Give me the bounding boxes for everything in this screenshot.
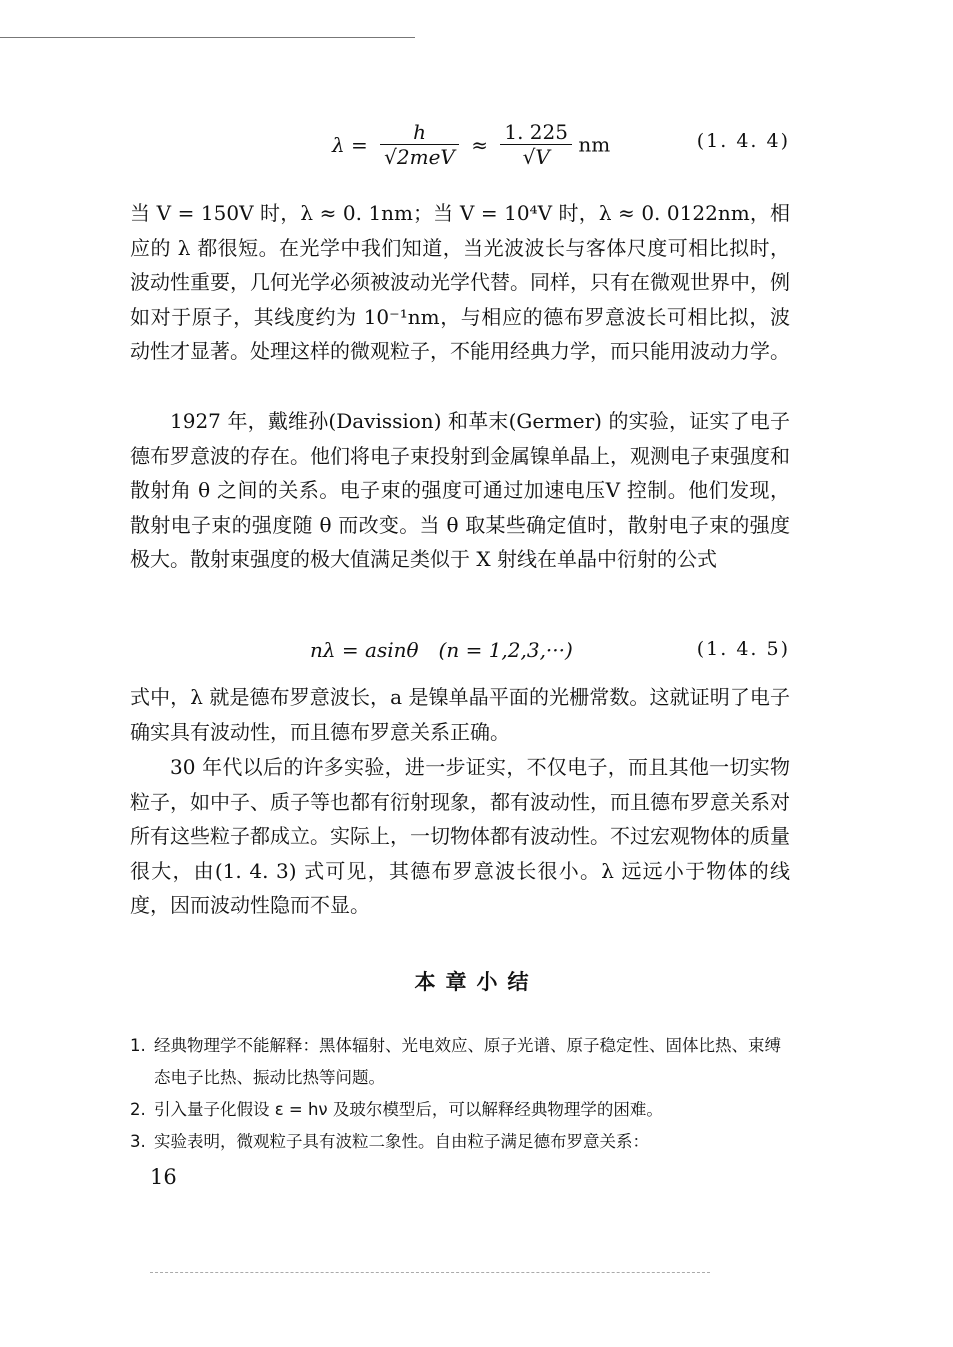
paragraph-4: 30 年代以后的许多实验，进一步证实，不仅电子，而且其他一切实物粒子，如中子、质子等也都有衍射现象，都有波动性，而且德布罗意关系对所有这些粒子都成立。实际上，一切物体都有波动性。不过宏观物体的质量很大，由(1. 4. 3) 式可见，其德布罗意波长很小。λ 远远小于物体的线度，因而波动性隐而不显。 bbox=[130, 755, 790, 918]
summary-item-text: 实验表明，微观粒子具有波粒二象性。自由粒子满足德布罗意关系： bbox=[154, 1132, 649, 1151]
equation-1-4-4-body bbox=[326, 120, 611, 169]
summary-item bbox=[130, 1094, 795, 1126]
section-heading: 本章小结 bbox=[414, 970, 539, 994]
summary-item bbox=[130, 1030, 795, 1094]
page-number: 16 bbox=[150, 1165, 177, 1189]
summary-item bbox=[130, 1126, 795, 1158]
equation-number: (1. 4. 5) bbox=[696, 638, 790, 660]
summary-list bbox=[130, 1030, 795, 1158]
equation-unit: nm bbox=[578, 132, 611, 157]
equation-1-4-5-body: nλ = asinθ (n = 1,2,3,···) bbox=[310, 638, 573, 662]
equation-lhs: λ = bbox=[332, 132, 368, 157]
approx-sign: ≈ bbox=[471, 132, 488, 157]
equation-number: (1. 4. 4) bbox=[696, 130, 790, 152]
summary-item-number: 1. bbox=[130, 1036, 146, 1055]
fraction-denominator: √V bbox=[522, 145, 550, 169]
summary-item-number: 2. bbox=[130, 1100, 146, 1119]
summary-item-text: 经典物理学不能解释：黑体辐射、光电效应、原子光谱、原子稳定性、固体比热、束缚态电子比热、振动比热等问题。 bbox=[154, 1036, 781, 1087]
fraction-denominator: √2meV bbox=[384, 145, 455, 169]
summary-item-number: 3. bbox=[130, 1132, 146, 1151]
equation-1-4-5 bbox=[130, 628, 790, 672]
paragraph-1: 当 V = 150V 时，λ ≈ 0. 1nm；当 V = 10⁴V 时，λ ≈ 0. 0122nm，相应的 λ 都很短。在光学中我们知道，当光波波长与客体尺度可相比拟时，波动性重要，几何光学必须被波动光学代替。同样，只有在微观世界中，例如对于原子，其线度约为 10⁻¹nm，与相应的德布罗意波长可相比拟，波动性才显著。处理这样的微观粒子，不能用经典力学，而只能用波动力学。 bbox=[130, 201, 790, 364]
paragraph-2: 1927 年，戴维孙(Davission) 和革末(Germer) 的实验，证实了电子德布罗意波的存在。他们将电子束投射到金属镍单晶上，观测电子束强度和散射角 θ 之间的关系。电子束的强度可通过加速电压V 控制。他们发现，散射电子束的强度随 θ 而改变。当 θ 取某些确定值时，散射电子束的强度极大。散射束强度的极大值满足类似于 X 射线在单晶中衍射的公式 bbox=[130, 409, 790, 572]
fraction-h-over-sqrt bbox=[380, 120, 459, 169]
paragraph-3: 式中，λ 就是德布罗意波长，a 是镍单晶平面的光栅常数。这就证明了电子确实具有波动性，而且德布罗意关系正确。 bbox=[130, 685, 790, 744]
fraction-numerator: 1. 225 bbox=[500, 120, 572, 145]
fraction-1225-over-sqrtV bbox=[500, 120, 572, 169]
top-rule bbox=[0, 37, 415, 38]
summary-item-text: 引入量子化假设 ε = hν 及玻尔模型后，可以解释经典物理学的困难。 bbox=[154, 1100, 663, 1119]
fraction-numerator: h bbox=[380, 120, 459, 145]
equation-1-4-4 bbox=[130, 120, 790, 169]
bottom-rule bbox=[150, 1272, 710, 1274]
